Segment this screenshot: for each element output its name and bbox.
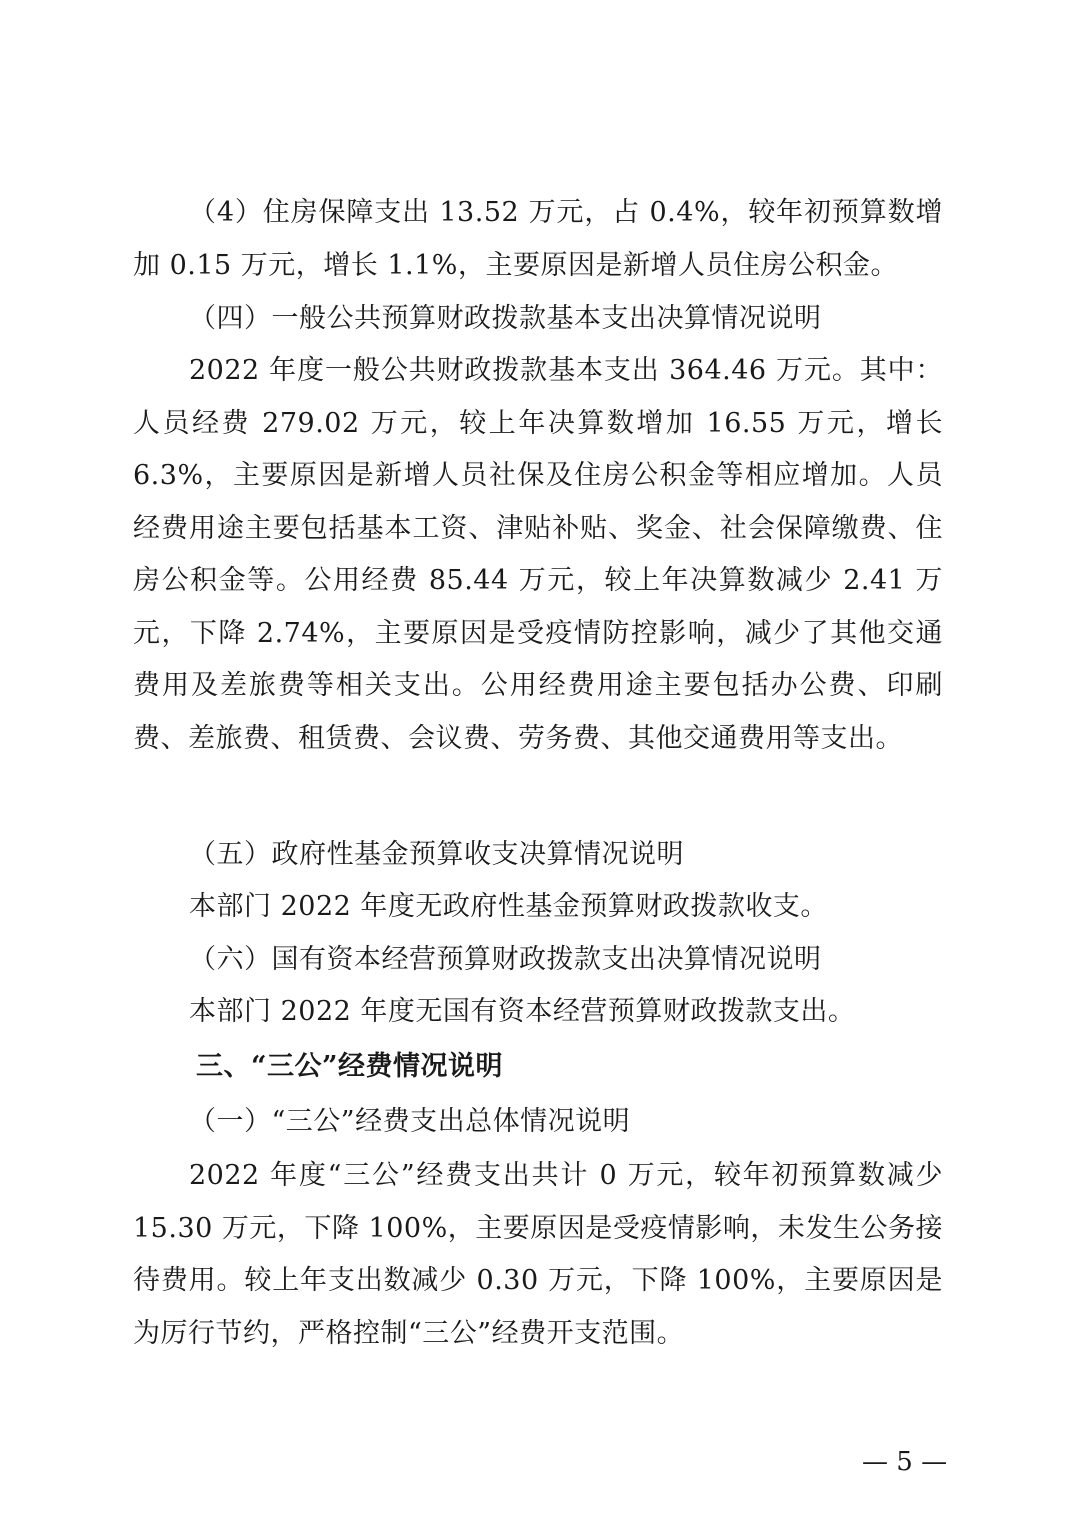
- section-5-paragraph: 本部门 2022 年度无政府性基金预算财政拨款收支。: [189, 891, 828, 922]
- section-6-heading: （六）国有资本经营预算财政拨款支出决算情况说明: [189, 944, 822, 975]
- section-5-heading: （五）政府性基金预算收支决算情况说明: [189, 839, 684, 870]
- page-number: — 5 —: [862, 1447, 948, 1477]
- housing-expenditure-paragraph: （4）住房保障支出 13.52 万元，占 0.4%，较年初预算数增加 0.15 万元，增长 1.1%，主要原因是新增人员住房公积金。: [133, 197, 943, 281]
- part-3-1-heading: （一）“三公”经费支出总体情况说明: [189, 1106, 631, 1137]
- section-4-heading: （四）一般公共预算财政拨款基本支出决算情况说明: [189, 303, 822, 334]
- section-6-paragraph: 本部门 2022 年度无国有资本经营预算财政拨款支出。: [189, 996, 856, 1027]
- part-3-heading: 三、“三公”经费情况说明: [196, 1051, 504, 1082]
- three-public-expenses-paragraph: 2022 年度“三公”经费支出共计 0 万元，较年初预算数减少 15.30 万元，下降 100%，主要原因是受疫情影响，未发生公务接待费用。较上年支出数减少 0.30 万元，下降 100%，主要原因是为厉行节约，严格控制“三公”经费开支范围。: [133, 1160, 943, 1349]
- basic-expenditure-paragraph: 2022 年度一般公共财政拨款基本支出 364.46 万元。其中：人员经费 279.02 万元，较上年决算数增加 16.55 万元，增长 6.3%，主要原因是新增人员社保及住房公积金等相应增加。人员经费用途主要包括基本工资、津贴补贴、奖金、社会保障缴费、住房公积金等。公用经费 85.44 万元，较上年决算数减少 2.41 万元，下降 2.74%，主要原因是受疫情防控影响，减少了其他交通费用及差旅费等相关支出。公用经费用途主要包括办公费、印刷费、差旅费、租赁费、会议费、劳务费、其他交通费用等支出。: [133, 355, 943, 754]
